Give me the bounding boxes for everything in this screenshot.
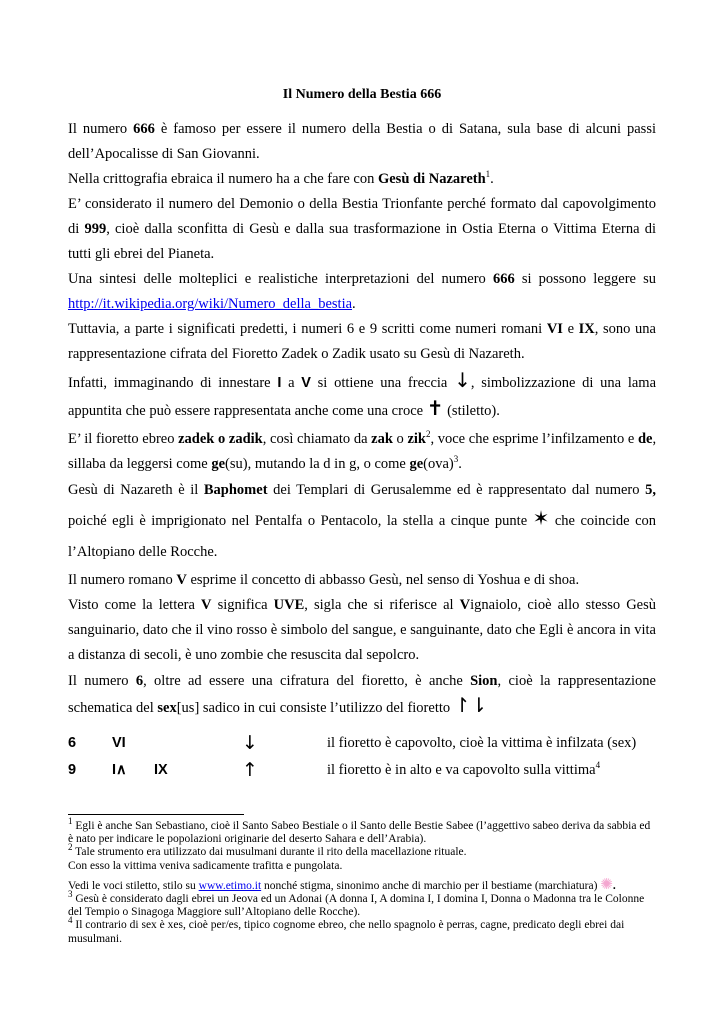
- footnote-divider: [68, 814, 244, 815]
- footnote-1: $^1$ Egli è anche San Sebastiano, cioè il Santo Sabeo Bestiale o il Santo delle Bestie Sabee (l’aggettivo sabeo deriva da sabbia ed è nato per indicare le popolazioni originarie del deserto Sahara e dell’Arabia).: [68, 816, 651, 846]
- document-body: [68, 117, 656, 722]
- flower-icon: ✺: [600, 874, 613, 893]
- cross-icon: ✝: [426, 396, 444, 420]
- paragraph-8: Gesù di Nazareth è il Baphomet dei Templari di Gerusalemme ed è rappresentato dal numero 5, poiché egli è imprigionato nel Pentalfa o Pentacolo, la stella a cinque punte ✶ che coincide con l’Altopiano delle Rocche.: [68, 482, 657, 560]
- footnote-2-continued: Vedi le voci stiletto, stilo su www.etimo.it nonché stigma, sinonimo anche di marchio per il bestiame (marchiatura) ✺.: [68, 874, 616, 893]
- page-title: Il Numero della Bestia 666: [282, 87, 442, 102]
- table-row: 9 I∧ IX ↑ il fioretto è in alto e va capovolto sulla vittima$^4$: [68, 759, 601, 781]
- paragraph-9: Il numero romano V esprime il concetto di abbasso Gesù, nel senso di Yoshua e di shoa.: [68, 572, 580, 588]
- symbol-table: [68, 732, 656, 789]
- arrow-down-icon: ↓: [454, 368, 471, 392]
- paragraph-4: Una sintesi delle molteplici e realistiche interpretazioni del numero 666 si possono leggere su http://it.wikipedia.org/wiki/Numero_della_bestia.: [68, 271, 656, 312]
- paragraph-6: Infatti, immaginando di innestare I a V si ottiene una freccia ↓, simbolizzazione di una lama appuntita che può essere rappresentata anche come una croce ✝ (stiletto).: [68, 368, 657, 420]
- star-icon: ✶: [532, 506, 550, 530]
- etimo-link[interactable]: www.etimo.it: [198, 879, 262, 892]
- footnote-3: $^3$ Gesù è considerato dagli ebrei un Jeova ed un Adonai (A donna I, A domina I, I domina I, Donna o Madonna tra le Colonne del Tempio o Sinagoga Maggiore sull’Altopiano delle Rocche).: [68, 889, 645, 919]
- wikipedia-link[interactable]: http://it.wikipedia.org/wiki/Numero_della_bestia: [68, 296, 353, 312]
- arrow-down-icon: ↓: [242, 732, 258, 754]
- arrow-up-icon: ↑: [242, 759, 258, 781]
- footnote-2: $^2$ Tale strumento era utilizzato dai musulmani durante il rito della macellazione rituale. Con esso la vittima veniva sadicamente trafitta e pungolata.: [68, 842, 467, 872]
- paragraph-3: E’ considerato il numero del Demonio o della Bestia Trionfante perché formato dal capovolgimento di 999, cioè dalla sconfitta di Gesù e dalla sua trasformazione in Ostia Eterna o Vittima Eterna di tutti gli ebrei del Pianeta.: [68, 196, 656, 262]
- paragraph-10: Visto come la lettera V significa UVE, sigla che si riferisce al Vignaiolo, cioè allo stesso Gesù sanguinario, dato che il vino rosso è simbolo del sangue, e sanguinante, dato che Egli è ancora in vita a distanza di secoli, è uno zombie che resuscita dal sepolcro.: [68, 597, 657, 663]
- table-row: 6 VI ↓ il fioretto è capovolto, cioè la vittima è infilzata (sex): [68, 732, 637, 754]
- footnote-4: $^4$ Il contrario di sex è xes, cioè per/es, tipico cognome ebreo, che nello spagnolo è perras, cagne, predicato degli ebrei dai musulmani.: [68, 915, 625, 945]
- paragraph-1: Il numero 666 è famoso per essere il numero della Bestia o di Satana, sula base di alcuni passi dell’Apocalisse di San Giovanni.: [68, 121, 656, 162]
- paragraph-2: Nella crittografia ebraica il numero ha a che fare con Gesù di Nazareth$^1$.: [68, 169, 494, 187]
- paragraph-11: Il numero 6, oltre ad essere una cifratura del fioretto, è anche Sion, cioè la rappresentazione schematica del sex[us] sadico in cui consiste l’utilizzo del fioretto ↾⇂: [68, 673, 656, 717]
- footnotes: [68, 816, 656, 946]
- paragraph-5: Tuttavia, a parte i significati predetti, i numeri 6 e 9 scritti come numeri romani VI e IX, sono una rappresentazione cifrata del Fioretto Zadek o Zadik usato su Gesù di Nazareth.: [68, 321, 656, 362]
- paragraph-7: E’ il fioretto ebreo zadek o zadik, così chiamato da zak o zik$^2$, voce che esprime l’infilzamento e de, sillaba da leggersi come ge(su), mutando la d in g, o come ge(ova)$^3$.: [68, 429, 657, 472]
- up-down-arrows-icon: ↾⇂: [453, 693, 488, 717]
